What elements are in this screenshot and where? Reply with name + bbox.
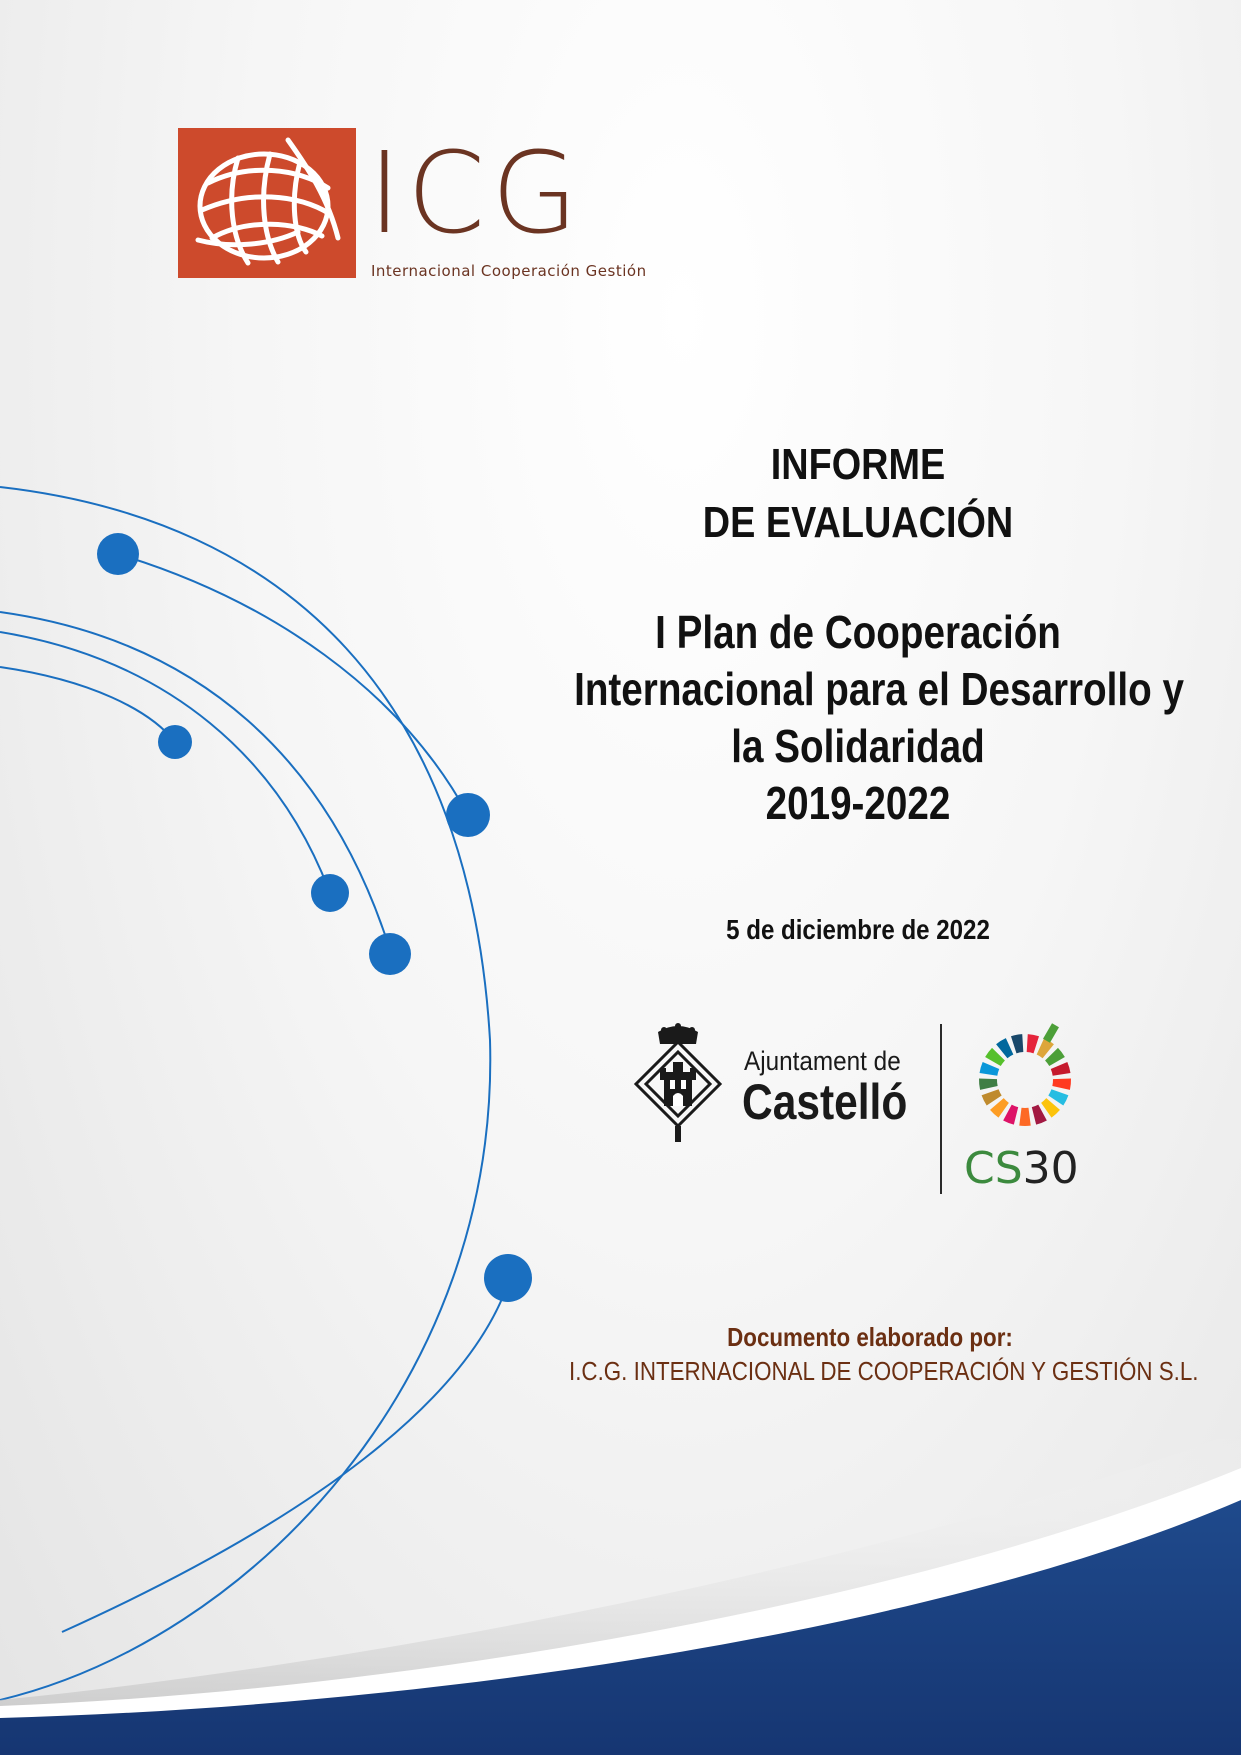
- dot: [158, 725, 192, 759]
- plan-title: [574, 604, 1184, 832]
- partner-name-line1: Ajuntament de: [744, 1046, 901, 1076]
- report-date: 5 de diciembre de 2022: [726, 914, 990, 945]
- sdg-wheel-segment: [1027, 1034, 1039, 1053]
- plan-title-line: Internacional para el Desarrollo y: [574, 663, 1184, 715]
- icg-logo-mark: [178, 128, 356, 278]
- dot: [484, 1254, 532, 1302]
- dot: [311, 874, 349, 912]
- arc-4: [0, 667, 175, 742]
- globe-icon: [178, 128, 356, 278]
- arc-3: [0, 632, 330, 893]
- sdg-wheel-segment: [1051, 1062, 1071, 1076]
- cs30-label-cs: CS: [964, 1143, 1023, 1194]
- report-title: [567, 436, 1148, 552]
- logo-divider: [940, 1024, 942, 1194]
- icg-logo-acronym: ICG: [368, 129, 585, 259]
- plan-title-line: 2019-2022: [765, 777, 951, 829]
- partner-name-line2: Castelló: [742, 1074, 908, 1130]
- plan-title-line: I Plan de Cooperación: [655, 606, 1061, 658]
- sdg-wheel-icon: [970, 1022, 1080, 1132]
- dot: [369, 933, 411, 975]
- sdg-wheel-segment: [1052, 1079, 1071, 1090]
- sdg-wheel-segment: [980, 1062, 1000, 1076]
- report-title-line: INFORME: [770, 440, 946, 489]
- credits-heading: Documento elaborado por:: [727, 1322, 1013, 1352]
- sdg-wheel-segment: [1019, 1108, 1030, 1126]
- arc-outer: [0, 487, 490, 1700]
- plan-title-line: la Solidaridad: [731, 720, 985, 772]
- report-title-line: DE EVALUACIÓN: [702, 498, 1014, 547]
- sdg-wheel-segment: [979, 1079, 998, 1090]
- castello-crest-icon: [628, 1022, 728, 1144]
- dot: [446, 793, 490, 837]
- arc-1: [118, 554, 468, 815]
- dot: [97, 533, 139, 575]
- cs30-label-number: 30: [1022, 1143, 1079, 1194]
- icg-logo-tagline: Internacional Cooperación Gestión: [371, 262, 647, 280]
- credits-author: I.C.G. INTERNACIONAL DE COOPERACIÓN Y GESTIÓN S.L.: [569, 1356, 1199, 1386]
- arc-5: [62, 1278, 510, 1632]
- cs30-label: [964, 1144, 1079, 1194]
- sdg-wheel-segment: [1011, 1034, 1023, 1053]
